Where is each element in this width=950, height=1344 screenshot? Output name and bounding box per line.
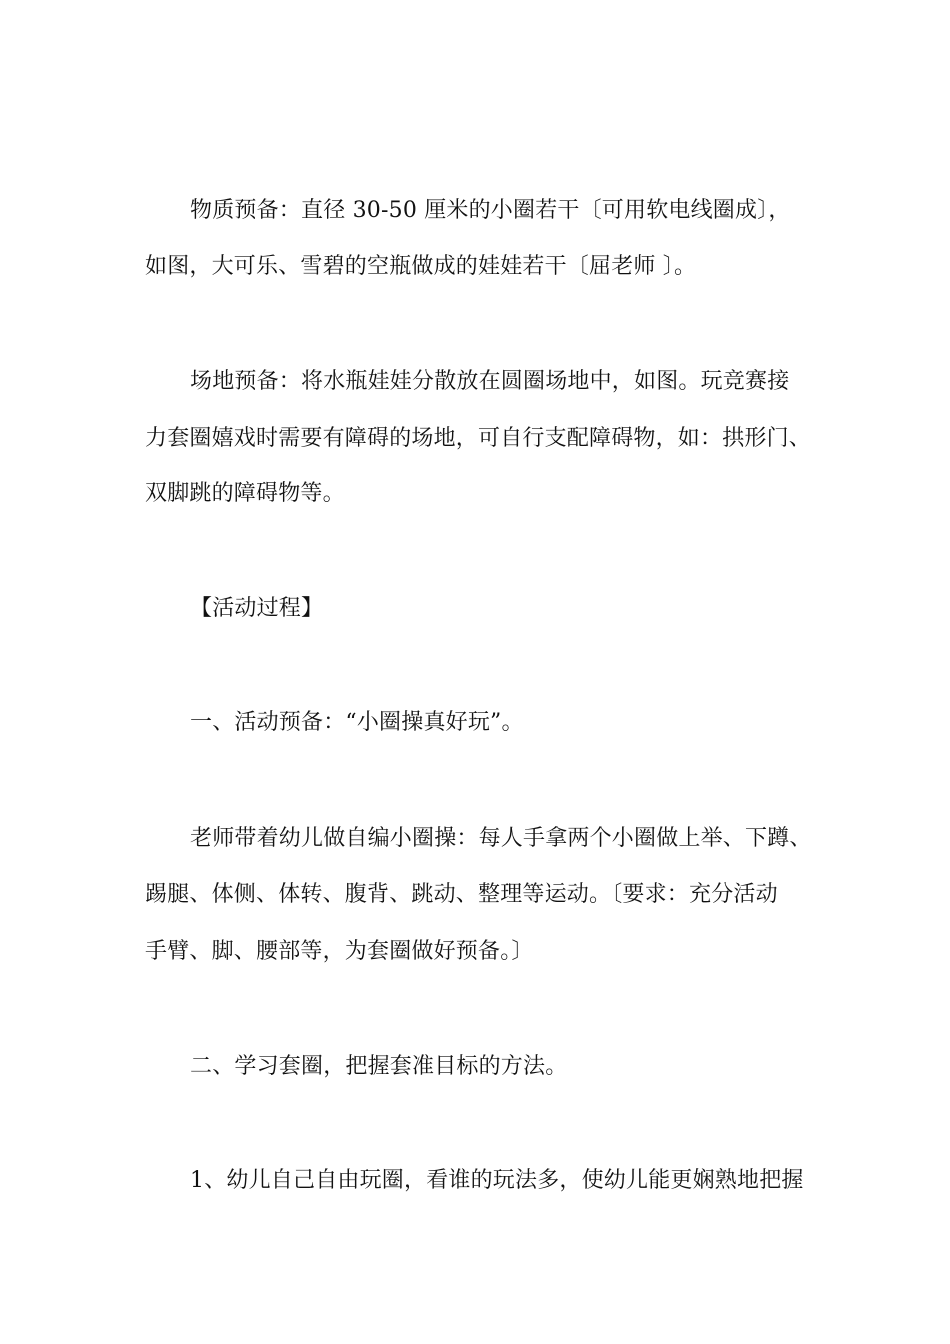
step-two-item-1: 1、幼儿自己自由玩圈，看谁的玩法多，使幼儿能更娴熟地把握 bbox=[190, 1168, 804, 1193]
materials-line-1: 物质预备：直径 30-50 厘米的小圈若干〔可用软电线圈成〕， bbox=[190, 198, 791, 223]
step-two-heading: 二、学习套圈，把握套准目标的方法。 bbox=[190, 1054, 568, 1079]
exercise-line-1: 老师带着幼儿做自编小圈操：每人手拿两个小圈做上举、下蹲、 bbox=[190, 826, 812, 851]
venue-line-3: 双脚跳的障碍物等。 bbox=[145, 481, 345, 506]
step-one-heading: 一、活动预备：“小圈操真好玩”。 bbox=[190, 710, 524, 735]
materials-line-2: 如图，大可乐、雪碧的空瓶做成的娃娃若干〔屈老师 〕。 bbox=[145, 254, 697, 279]
exercise-line-2: 踢腿、体侧、体转、腹背、跳动、整理等运动。〔要求：充分活动 bbox=[145, 882, 778, 907]
venue-line-1: 场地预备：将水瓶娃娃分散放在圆圈场地中，如图。玩竞赛接 bbox=[190, 369, 790, 394]
section-heading: 【活动过程】 bbox=[190, 596, 324, 621]
exercise-line-3: 手臂、脚、腰部等，为套圈做好预备。〕 bbox=[145, 939, 534, 964]
venue-line-2: 力套圈嬉戏时需要有障碍的场地，可自行支配障碍物，如：拱形门、 bbox=[145, 426, 812, 451]
